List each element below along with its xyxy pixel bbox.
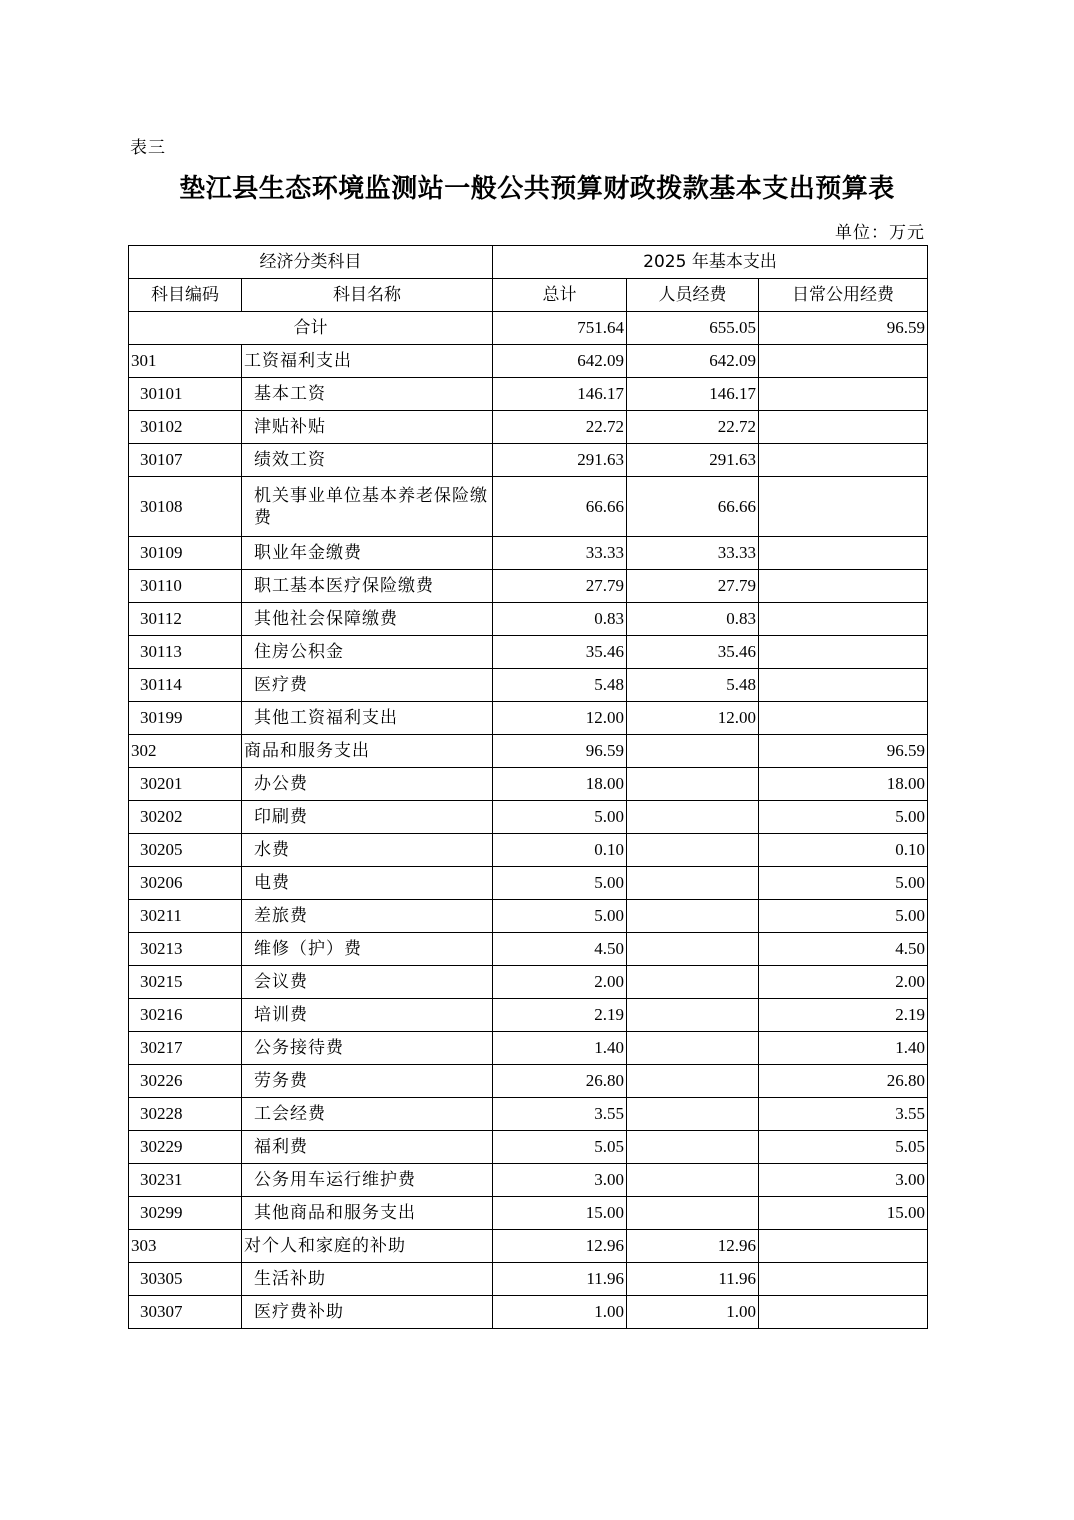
public-cell: [759, 702, 928, 735]
name-column-header: 科目名称: [242, 279, 493, 312]
table-row: [129, 1197, 928, 1230]
public-cell: [759, 477, 928, 537]
table-row: [129, 411, 928, 444]
personnel-cell: 33.33: [627, 537, 759, 570]
code-cell: 30231: [129, 1164, 242, 1197]
public-cell: 3.55: [759, 1098, 928, 1131]
table-row: [129, 636, 928, 669]
table-row: [129, 477, 928, 537]
code-cell: 30229: [129, 1131, 242, 1164]
public-cell: 3.00: [759, 1164, 928, 1197]
category-group-header: 经济分类科目: [129, 246, 493, 279]
total-cell: 12.00: [493, 702, 627, 735]
public-cell: [759, 603, 928, 636]
code-column-header: 科目编码: [129, 279, 242, 312]
total-cell: 96.59: [493, 735, 627, 768]
name-cell: 住房公积金: [242, 636, 493, 669]
name-cell: 水费: [242, 834, 493, 867]
code-cell: 30202: [129, 801, 242, 834]
personnel-cell: 642.09: [627, 345, 759, 378]
public-cell: 0.10: [759, 834, 928, 867]
name-cell: 差旅费: [242, 900, 493, 933]
total-cell: 1.40: [493, 1032, 627, 1065]
name-cell: 津贴补贴: [242, 411, 493, 444]
table-row: [129, 537, 928, 570]
total-cell: 5.00: [493, 801, 627, 834]
public-cell: [759, 444, 928, 477]
public-column-header: 日常公用经费: [759, 279, 928, 312]
total-cell: 0.10: [493, 834, 627, 867]
code-cell: 30206: [129, 867, 242, 900]
personnel-cell: 22.72: [627, 411, 759, 444]
name-cell: 其他工资福利支出: [242, 702, 493, 735]
public-cell: 5.00: [759, 801, 928, 834]
name-cell: 职工基本医疗保险缴费: [242, 570, 493, 603]
table-row: [129, 1296, 928, 1329]
personnel-cell: 12.96: [627, 1230, 759, 1263]
total-cell: 5.05: [493, 1131, 627, 1164]
code-cell: 30215: [129, 966, 242, 999]
name-cell: 电费: [242, 867, 493, 900]
personnel-cell: 146.17: [627, 378, 759, 411]
code-cell: 302: [129, 735, 242, 768]
public-cell: [759, 669, 928, 702]
personnel-column-header: 人员经费: [627, 279, 759, 312]
personnel-cell: [627, 1065, 759, 1098]
total-cell: 2.19: [493, 999, 627, 1032]
table-row: [129, 378, 928, 411]
personnel-cell: [627, 966, 759, 999]
table-row: [129, 768, 928, 801]
public-cell: [759, 1263, 928, 1296]
table-row: [129, 702, 928, 735]
personnel-cell: [627, 1164, 759, 1197]
code-cell: 30114: [129, 669, 242, 702]
total-cell: 2.00: [493, 966, 627, 999]
code-cell: 30109: [129, 537, 242, 570]
name-cell: 维修（护）费: [242, 933, 493, 966]
code-cell: 30201: [129, 768, 242, 801]
total-cell: 5.00: [493, 867, 627, 900]
name-cell: 生活补助: [242, 1263, 493, 1296]
personnel-cell: 35.46: [627, 636, 759, 669]
table-row: [129, 1131, 928, 1164]
total-cell: 3.00: [493, 1164, 627, 1197]
name-cell: 培训费: [242, 999, 493, 1032]
public-cell: [759, 411, 928, 444]
total-cell: 18.00: [493, 768, 627, 801]
code-cell: 303: [129, 1230, 242, 1263]
code-cell: 30307: [129, 1296, 242, 1329]
personnel-cell: [627, 1032, 759, 1065]
public-cell: [759, 345, 928, 378]
name-cell: 机关事业单位基本养老保险缴费: [242, 477, 493, 537]
total-cell: 642.09: [493, 345, 627, 378]
name-cell: 医疗费: [242, 669, 493, 702]
code-cell: 30107: [129, 444, 242, 477]
public-cell: [759, 378, 928, 411]
total-cell: 35.46: [493, 636, 627, 669]
table-row: [129, 444, 928, 477]
table-row: [129, 867, 928, 900]
total-cell: 291.63: [493, 444, 627, 477]
personnel-cell: 1.00: [627, 1296, 759, 1329]
personnel-cell: 12.00: [627, 702, 759, 735]
total-cell: 3.55: [493, 1098, 627, 1131]
total-cell: 0.83: [493, 603, 627, 636]
code-cell: 30205: [129, 834, 242, 867]
table-row: [129, 801, 928, 834]
name-cell: 对个人和家庭的补助: [242, 1230, 493, 1263]
total-cell: 12.96: [493, 1230, 627, 1263]
total-cell: 5.48: [493, 669, 627, 702]
name-cell: 医疗费补助: [242, 1296, 493, 1329]
table-row: [129, 900, 928, 933]
name-cell: 工资福利支出: [242, 345, 493, 378]
total-public-cell: 96.59: [759, 312, 928, 345]
table-row: [129, 933, 928, 966]
code-cell: 30213: [129, 933, 242, 966]
table-row: [129, 345, 928, 378]
personnel-cell: 0.83: [627, 603, 759, 636]
name-cell: 基本工资: [242, 378, 493, 411]
public-cell: 5.00: [759, 900, 928, 933]
public-cell: 2.19: [759, 999, 928, 1032]
total-cell: 66.66: [493, 477, 627, 537]
personnel-cell: [627, 1131, 759, 1164]
code-cell: 30226: [129, 1065, 242, 1098]
column-header-row: [129, 279, 928, 312]
name-cell: 办公费: [242, 768, 493, 801]
personnel-cell: [627, 999, 759, 1032]
table-row: [129, 669, 928, 702]
table-row: [129, 603, 928, 636]
personnel-cell: 5.48: [627, 669, 759, 702]
name-cell: 印刷费: [242, 801, 493, 834]
code-cell: 30113: [129, 636, 242, 669]
name-cell: 劳务费: [242, 1065, 493, 1098]
public-cell: 5.05: [759, 1131, 928, 1164]
total-cell: 5.00: [493, 900, 627, 933]
personnel-cell: [627, 768, 759, 801]
personnel-cell: [627, 867, 759, 900]
personnel-cell: [627, 900, 759, 933]
name-cell: 其他商品和服务支出: [242, 1197, 493, 1230]
name-cell: 公务接待费: [242, 1032, 493, 1065]
table-row: [129, 1164, 928, 1197]
public-cell: [759, 1296, 928, 1329]
code-cell: 30305: [129, 1263, 242, 1296]
personnel-cell: [627, 834, 759, 867]
total-cell: 33.33: [493, 537, 627, 570]
unit-label: 单位：万元: [835, 223, 925, 243]
budget-table-body: [129, 312, 928, 1329]
table-row: [129, 1032, 928, 1065]
personnel-cell: [627, 1098, 759, 1131]
table-row: [129, 1263, 928, 1296]
personnel-cell: 291.63: [627, 444, 759, 477]
personnel-cell: 66.66: [627, 477, 759, 537]
expenditure-group-header: 2025 年基本支出: [493, 246, 928, 279]
name-cell: 工会经费: [242, 1098, 493, 1131]
public-cell: [759, 537, 928, 570]
code-cell: 30102: [129, 411, 242, 444]
public-cell: 2.00: [759, 966, 928, 999]
total-total-cell: 751.64: [493, 312, 627, 345]
code-cell: 30108: [129, 477, 242, 537]
name-cell: 其他社会保障缴费: [242, 603, 493, 636]
code-cell: 30299: [129, 1197, 242, 1230]
code-cell: 30211: [129, 900, 242, 933]
public-cell: 4.50: [759, 933, 928, 966]
table-label: 表三: [130, 138, 166, 158]
public-cell: 26.80: [759, 1065, 928, 1098]
code-cell: 30216: [129, 999, 242, 1032]
total-personnel-cell: 655.05: [627, 312, 759, 345]
total-row: [129, 312, 928, 345]
code-cell: 30101: [129, 378, 242, 411]
public-cell: [759, 1230, 928, 1263]
table-row: [129, 1098, 928, 1131]
name-cell: 绩效工资: [242, 444, 493, 477]
public-cell: 1.40: [759, 1032, 928, 1065]
table-row: [129, 570, 928, 603]
total-cell: 146.17: [493, 378, 627, 411]
public-cell: 5.00: [759, 867, 928, 900]
code-cell: 30112: [129, 603, 242, 636]
public-cell: [759, 570, 928, 603]
table-row: [129, 1065, 928, 1098]
code-cell: 30110: [129, 570, 242, 603]
total-label: 合计: [129, 312, 493, 345]
group-header-row: [129, 246, 928, 279]
code-cell: 30217: [129, 1032, 242, 1065]
code-cell: 30199: [129, 702, 242, 735]
name-cell: 福利费: [242, 1131, 493, 1164]
total-cell: 26.80: [493, 1065, 627, 1098]
personnel-cell: 27.79: [627, 570, 759, 603]
total-cell: 15.00: [493, 1197, 627, 1230]
total-cell: 4.50: [493, 933, 627, 966]
table-row: [129, 735, 928, 768]
public-cell: [759, 636, 928, 669]
personnel-cell: [627, 801, 759, 834]
table-row: [129, 1230, 928, 1263]
name-cell: 商品和服务支出: [242, 735, 493, 768]
personnel-cell: [627, 1197, 759, 1230]
table-row: [129, 834, 928, 867]
total-cell: 27.79: [493, 570, 627, 603]
public-cell: 96.59: [759, 735, 928, 768]
public-cell: 15.00: [759, 1197, 928, 1230]
name-cell: 职业年金缴费: [242, 537, 493, 570]
table-row: [129, 966, 928, 999]
total-cell: 22.72: [493, 411, 627, 444]
personnel-cell: 11.96: [627, 1263, 759, 1296]
name-cell: 公务用车运行维护费: [242, 1164, 493, 1197]
total-cell: 11.96: [493, 1263, 627, 1296]
personnel-cell: [627, 933, 759, 966]
table-row: [129, 999, 928, 1032]
total-column-header: 总计: [493, 279, 627, 312]
public-cell: 18.00: [759, 768, 928, 801]
document-title: 垫江县生态环境监测站一般公共预算财政拨款基本支出预算表: [179, 174, 895, 204]
name-cell: 会议费: [242, 966, 493, 999]
code-cell: 301: [129, 345, 242, 378]
budget-table: [128, 245, 928, 1329]
total-cell: 1.00: [493, 1296, 627, 1329]
personnel-cell: [627, 735, 759, 768]
code-cell: 30228: [129, 1098, 242, 1131]
